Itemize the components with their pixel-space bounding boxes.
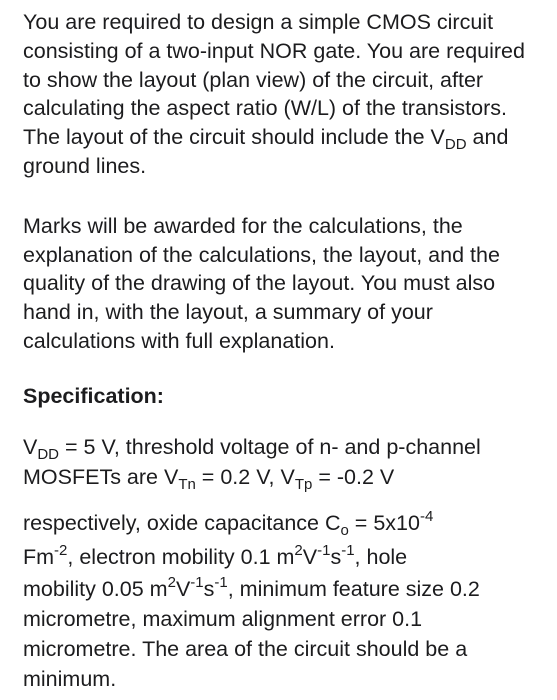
spec-text: V bbox=[302, 544, 318, 569]
marks-paragraph: Marks will be awarded for the calculations, the explanation of the calculations, the layout, and the quality of the drawing of the layout. You must also hand in, with the layout, a summary of your calculations with full explanation. bbox=[23, 213, 500, 353]
spec-text: respectively, oxide capacitance C bbox=[23, 510, 341, 535]
spec-text: s bbox=[330, 544, 342, 569]
document-body bbox=[23, 8, 543, 694]
spec-line: minimum. bbox=[23, 666, 117, 691]
specification-heading: Specification: bbox=[23, 383, 164, 408]
spec-superscript: -1 bbox=[341, 541, 355, 559]
spec-text: , electron mobility 0.1 m bbox=[67, 544, 295, 569]
spec-text: Fm bbox=[23, 544, 55, 569]
spec-superscript: -2 bbox=[54, 541, 68, 559]
spec-subscript: Tp bbox=[294, 475, 313, 493]
spec-line bbox=[23, 506, 543, 540]
spec-text: V bbox=[23, 434, 38, 459]
spec-superscript: -4 bbox=[419, 507, 434, 525]
spec-line bbox=[23, 462, 543, 506]
spec-subscript: DD bbox=[37, 445, 60, 463]
spec-subscript: o bbox=[340, 521, 349, 539]
spec-line: micrometre, maximum alignment error 0.1 bbox=[23, 606, 423, 631]
spec-text: V bbox=[175, 576, 191, 601]
intro-paragraph bbox=[23, 8, 543, 181]
spec-text: = 5x10 bbox=[348, 510, 420, 535]
spec-text: s bbox=[203, 576, 215, 601]
vdd-subscript: DD bbox=[444, 136, 467, 154]
spec-text: , minimum feature size 0.2 bbox=[227, 576, 480, 601]
spec-line: micrometre. The area of the circuit should be a bbox=[23, 636, 468, 661]
spec-line bbox=[23, 574, 543, 604]
spec-line bbox=[23, 540, 543, 574]
spec-text: = 5 V, threshold voltage of n- and p-channel bbox=[59, 434, 481, 459]
spec-text: MOSFETs are V bbox=[23, 464, 179, 489]
spec-line bbox=[23, 432, 543, 462]
intro-text: You are required to design a simple CMOS circuit consisting of a two-input NOR gate. You are required to show the layout (plan view) of the circuit, after calculating the aspect ratio (W/L) of the transistors. The layout of the circuit should include the V bbox=[23, 10, 525, 150]
spec-text: mobility 0.05 m bbox=[23, 576, 168, 601]
spec-superscript: 2 bbox=[294, 541, 303, 559]
intro-text-end: and ground lines. bbox=[23, 125, 509, 178]
spec-superscript: -1 bbox=[317, 541, 331, 559]
spec-superscript: -1 bbox=[190, 573, 204, 591]
spec-text: = 0.2 V, V bbox=[195, 464, 295, 489]
spec-superscript: 2 bbox=[167, 573, 176, 591]
spec-subscript: Tn bbox=[178, 475, 196, 493]
specification-text bbox=[23, 432, 543, 694]
spec-superscript: -1 bbox=[214, 573, 228, 591]
spec-text: = -0.2 V bbox=[312, 464, 395, 489]
spec-text: , hole bbox=[354, 544, 408, 569]
